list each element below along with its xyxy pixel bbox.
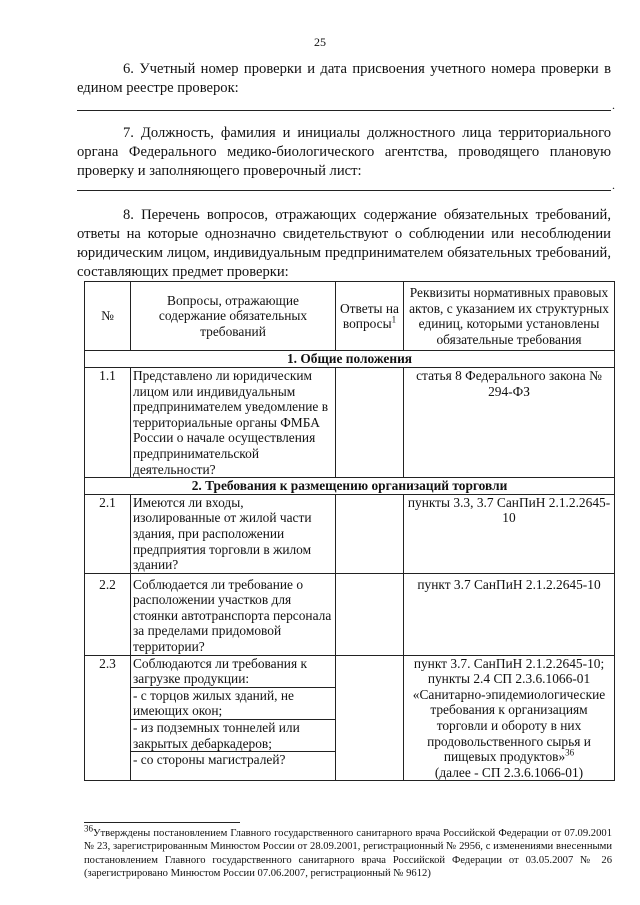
question-text: Соблюдается ли требование о расположении участков для стоянки автотранспорта персонала за пределами придомовой территории? <box>133 576 332 655</box>
answer-cell[interactable] <box>336 367 404 477</box>
table-row <box>85 655 615 781</box>
section-row <box>85 478 615 495</box>
section-2-title: 2. Требования к размещению организаций торговли <box>85 478 615 495</box>
item-6-fill-line <box>77 110 611 111</box>
row-requisites: пункт 3.7 СанПиН 2.1.2.2645-10 <box>404 573 615 655</box>
row-number: 2.3 <box>85 655 131 781</box>
answer-cell[interactable] <box>336 655 404 781</box>
header-answers <box>336 282 404 351</box>
table-header-row <box>85 282 615 351</box>
requisites-tail: (далее - СП 2.3.6.1066-01) <box>434 764 584 780</box>
footnote-divider <box>84 822 240 823</box>
header-answers-label: Ответы на вопросы <box>339 300 399 332</box>
table-row <box>85 367 615 477</box>
row-number: 2.2 <box>85 573 131 655</box>
row-question <box>131 573 336 655</box>
question-text: Представлено ли юридическим лицом или индивидуальным предпринимателем уведомление в территориальные органы ФМБА России о начале осуществления предпринимательской деятельности? <box>133 367 329 477</box>
row-question <box>131 494 336 573</box>
row-requisites: статья 8 Федерального закона № 294-ФЗ <box>404 367 615 477</box>
page-number: 25 <box>314 35 326 49</box>
item-7-fill-line <box>77 190 611 191</box>
section-row <box>85 351 615 368</box>
header-num: № <box>85 282 131 351</box>
section-1-title: 1. Общие положения <box>85 351 615 368</box>
item-8-text: 8. Перечень вопросов, отражающих содержание обязательных требований, ответы на которые однозначно свидетельствуют о соблюдении или несоблюдении юридическим лицом, индивидуальным предпринимателем обязательных требований, составляющих предмет проверки: <box>77 207 611 280</box>
row-question <box>131 367 336 477</box>
row-requisites: пункты 3.3, 3.7 СанПиН 2.1.2.2645-10 <box>404 494 615 573</box>
answer-cell[interactable] <box>336 573 404 655</box>
row-number: 1.1 <box>85 367 131 477</box>
row-question <box>131 655 336 781</box>
sub-question: - с торцов жилых зданий, не имеющих окон; <box>131 687 335 719</box>
row-requisites <box>404 655 615 781</box>
table-row <box>85 573 615 655</box>
footnote <box>84 823 612 880</box>
sub-question: - со стороны магистралей? <box>131 751 335 768</box>
requisites-text: пункт 3.7. СанПиН 2.1.2.2645-10; пункты 2.4 СП 2.3.6.1066-01 «Санитарно-эпидемиологические требования к организациям торговли и обороту в них продовольственного сырья и пищевых продуктов» <box>412 655 606 765</box>
item-7-text: 7. Должность, фамилия и инициалы должностного лица территориального органа Федерального медико-биологического агентства, проводящего плановую проверку и заполняющего проверочный лист: <box>77 125 611 179</box>
question-text: Имеются ли входы, изолированные от жилой части здания, при расположении предприятия торговли в жилом здании? <box>133 494 312 573</box>
answer-cell[interactable] <box>336 494 404 573</box>
header-requisites: Реквизиты нормативных правовых актов, с указанием их структурных единиц, которыми установлены обязательные требования <box>404 282 615 351</box>
question-text: Соблюдаются ли требования к загрузке продукции: <box>133 655 307 687</box>
footnote-mark: 36 <box>84 823 93 834</box>
table-row <box>85 494 615 573</box>
row-number: 2.1 <box>85 494 131 573</box>
checklist-table <box>84 281 615 781</box>
footnote-ref: 36 <box>565 747 575 758</box>
header-question: Вопросы, отражающие содержание обязательных требований <box>131 282 336 351</box>
sub-question: - из подземных тоннелей или закрытых дебаркадеров; <box>131 719 335 751</box>
header-answers-sup: 1 <box>391 314 397 325</box>
item-6-text: 6. Учетный номер проверки и дата присвоения учетного номера проверки в едином реестре проверок: <box>77 61 611 96</box>
footnote-text: Утверждены постановлением Главного государственного санитарного врача Российской Федерации от 07.09.2001 № 23, зарегистрированным Минюстом России от 28.09.2001, регистрационный № 2956, с изменениями внесенными постановлением Главного государственного санитарного врача Российской Федерации от 03.05.2007 № 26 (зарегистрировано Минюстом России 07.06.2007, регистрационный № 9612) <box>84 828 612 879</box>
